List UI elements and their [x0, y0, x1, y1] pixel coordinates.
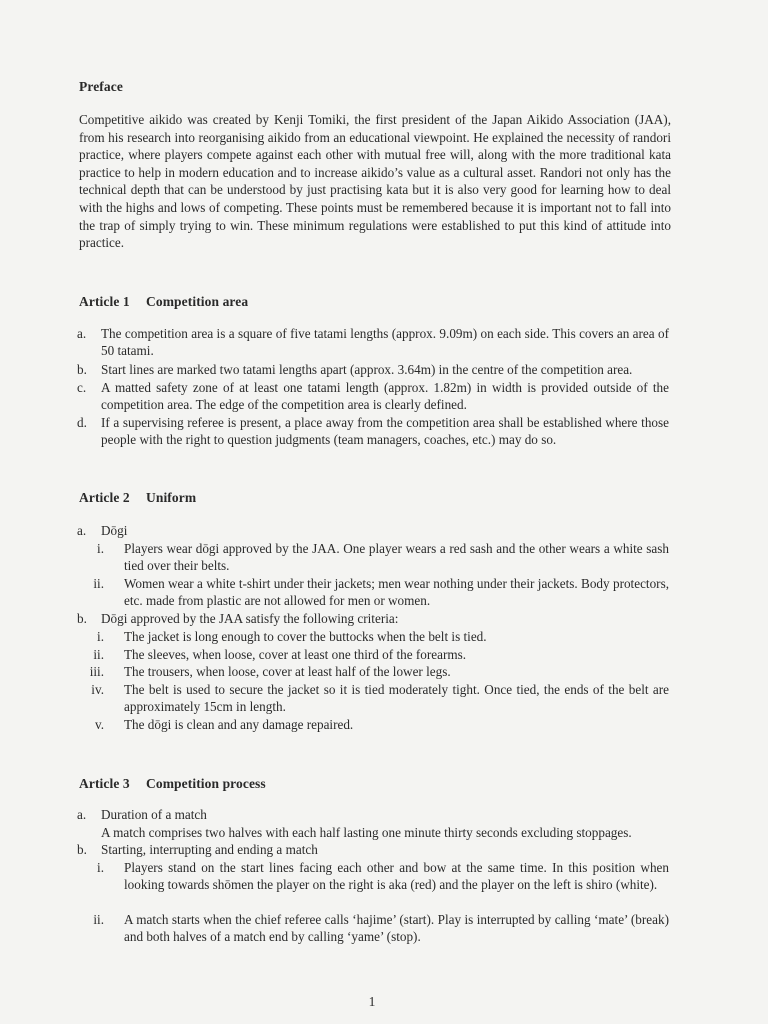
- article-3-heading: [79, 776, 266, 792]
- article-number: Article 2: [79, 490, 130, 505]
- list-item-text: Players wear dōgi approved by the JAA. One player wears a red sash and the other wears a white sash tied over their belts.: [124, 541, 669, 574]
- list-item-text: The competition area is a square of five tatami lengths (approx. 9.09m) on each side. This covers an area of 50 tatami.: [101, 326, 669, 359]
- list-marker: c.: [77, 380, 87, 395]
- list-item-text: A matted safety zone of at least one tatami length (approx. 1.82m) in width is provided outside of the competition area. The edge of the competition area is clearly defined.: [101, 380, 669, 413]
- article-number: Article 3: [79, 776, 130, 791]
- list-item-text: Starting, interrupting and ending a match: [101, 842, 318, 857]
- list-marker: ii.: [93, 576, 104, 591]
- list-marker: i.: [97, 629, 104, 644]
- article-number: Article 1: [79, 294, 130, 309]
- list-item-text: Duration of a match: [101, 807, 207, 822]
- list-marker: a.: [77, 326, 87, 341]
- article-1-heading: [79, 294, 249, 310]
- list-marker: ii.: [93, 647, 104, 662]
- list-item-text: The sleeves, when loose, cover at least one third of the forearms.: [124, 647, 467, 662]
- list-item-text: Dōgi approved by the JAA satisfy the following criteria:: [101, 611, 399, 626]
- article-2-heading: [79, 490, 197, 506]
- list-marker: iii.: [89, 664, 104, 679]
- list-marker: b.: [77, 611, 87, 626]
- list-item-text: Dōgi: [101, 523, 128, 538]
- preface-heading: Preface: [79, 79, 123, 94]
- list-item-text: If a supervising referee is present, a place away from the competition area shall be established where those people with the right to question judgments (team managers, coaches, etc.) may do so.: [101, 415, 669, 448]
- article-title: Uniform: [146, 490, 197, 505]
- list-marker: i.: [97, 860, 104, 875]
- article-title: Competition area: [146, 294, 249, 309]
- list-marker: a.: [77, 807, 87, 822]
- list-marker: d.: [77, 415, 87, 430]
- list-marker: v.: [94, 717, 104, 732]
- list-item-text: The trousers, when loose, cover at least half of the lower legs.: [124, 664, 451, 679]
- list-marker: iv.: [91, 682, 104, 697]
- list-item-text: A match starts when the chief referee calls ‘hajime’ (start). Play is interrupted by calling ‘mate’ (break) and both halves of a match end by calling ‘yame’ (stop).: [124, 912, 669, 945]
- list-item-text: The dōgi is clean and any damage repaired.: [124, 717, 354, 732]
- list-item-text: Players stand on the start lines facing each other and bow at the same time. In this position when looking towards shōmen the player on the right is aka (red) and the player on the left is shiro (white).: [124, 860, 669, 893]
- list-marker: b.: [77, 842, 87, 857]
- list-marker: ii.: [93, 912, 104, 927]
- list-item-text: The belt is used to secure the jacket so it is tied moderately tight. Once tied, the ends of the belt are approximately 15cm in length.: [124, 682, 669, 715]
- list-marker: b.: [77, 362, 87, 377]
- page-number: 1: [368, 994, 376, 1009]
- list-marker: a.: [77, 523, 87, 538]
- list-item-text: Women wear a white t-shirt under their jackets; men wear nothing under their jackets. Body protectors, etc. made from plastic are not allowed for men or women.: [124, 576, 669, 609]
- list-item-text: The jacket is long enough to cover the buttocks when the belt is tied.: [124, 629, 487, 644]
- list-item-text: Start lines are marked two tatami lengths apart (approx. 3.64m) in the centre of the competition area.: [101, 362, 633, 377]
- preface-paragraph: Competitive aikido was created by Kenji Tomiki, the first president of the Japan Aikido Association (JAA), from his research into reorganising aikido from an educational viewpoint. He explained the necessity of randori practice, where players compete against each other with mutual free will, along with the more traditional kata practice to help in modern education and to increase aikido’s value as a cultural asset. Randori not only has the technical depth that can be understood by just practising kata but it is also very good for learning how to deal with the highs and lows of competing. These points must be remembered because it is important not to fall into the trap of simply trying to win. These minimum regulations were established to put this kind of attitude into practice.: [79, 112, 671, 251]
- list-item-text: A match comprises two halves with each half lasting one minute thirty seconds excluding stoppages.: [101, 825, 632, 840]
- list-marker: i.: [97, 541, 104, 556]
- article-title: Competition process: [146, 776, 266, 791]
